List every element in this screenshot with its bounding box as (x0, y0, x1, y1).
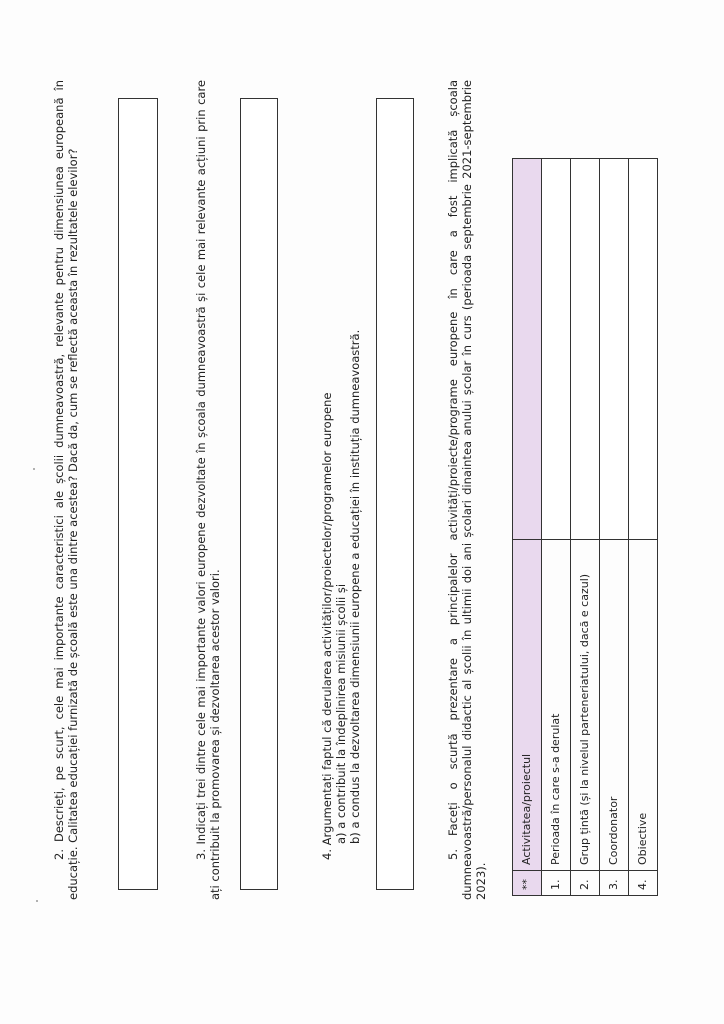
answer-box-4[interactable] (376, 98, 414, 890)
table-row (629, 159, 658, 896)
activities-table (512, 158, 658, 896)
table-row (542, 159, 571, 896)
question-5 (446, 80, 488, 900)
question-4 (320, 80, 362, 900)
table-cell-value[interactable] (629, 159, 658, 540)
question-2 (52, 80, 80, 900)
question-4-a: a) a contribuit la îndeplinirea misiunii școlii și (334, 583, 348, 844)
table-cell-value[interactable] (571, 159, 600, 540)
answer-box-2[interactable] (118, 98, 158, 890)
scan-speck (36, 900, 38, 902)
table-cell-label: Activitatea/proiectul (513, 540, 542, 871)
table-row (513, 159, 542, 896)
question-5-text: 5. Faceți o scurtă prezentare a principalelor activități/proiecte/programe europene în care a fost implicată școala dumneavoastră/personalul didactic al școlii în ultimii doi ani școlari dinaintea anului școlar în curs (perioada septembrie 2021-septembrie 2023). (446, 80, 488, 900)
table-row (600, 159, 629, 896)
table-cell-value[interactable] (513, 159, 542, 540)
table-cell-num: 1. (542, 871, 571, 896)
question-4-text: 4. Argumentați faptul că derularea activităților/proiectelor/programelor europene (320, 392, 334, 860)
table-cell-label: Obiective (629, 540, 658, 871)
question-4-b: b) a condus la dezvoltarea dimensiunii europene a educației în instituția dumneavoastră. (348, 329, 362, 844)
table-cell-num: 3. (600, 871, 629, 896)
question-3 (194, 80, 222, 900)
answer-box-3[interactable] (240, 98, 278, 890)
table-cell-label: Grup țintă (și la nivelul parteneriatului, dacă e cazul) (571, 540, 600, 871)
table-cell-num: 2. (571, 871, 600, 896)
question-3-text: 3. Indicați trei dintre cele mai importante valori europene dezvoltate în școala dumneavoastră și cele mai relevante acțiuni prin care ați contribuit la promovarea și dezvoltarea acestor valori. (194, 80, 222, 900)
table-cell-label: Perioada în care s-a derulat (542, 540, 571, 871)
table-header-num: ** (513, 871, 542, 896)
table-cell-num: 4. (629, 871, 658, 896)
table-cell-value[interactable] (600, 159, 629, 540)
table-row (571, 159, 600, 896)
scan-speck (33, 468, 35, 470)
table-cell-label: Coordonator (600, 540, 629, 871)
question-2-text: 2. Descrieți, pe scurt, cele mai importante caracteristici ale școlii dumneavoastră, relevante pentru dimensiunea europeană în educație. Calitatea educației furnizată de școală este una dintre acestea? Dacă da, cum se reflectă aceasta în rezultatele elevilor? (52, 80, 80, 900)
table-cell-value[interactable] (542, 159, 571, 540)
